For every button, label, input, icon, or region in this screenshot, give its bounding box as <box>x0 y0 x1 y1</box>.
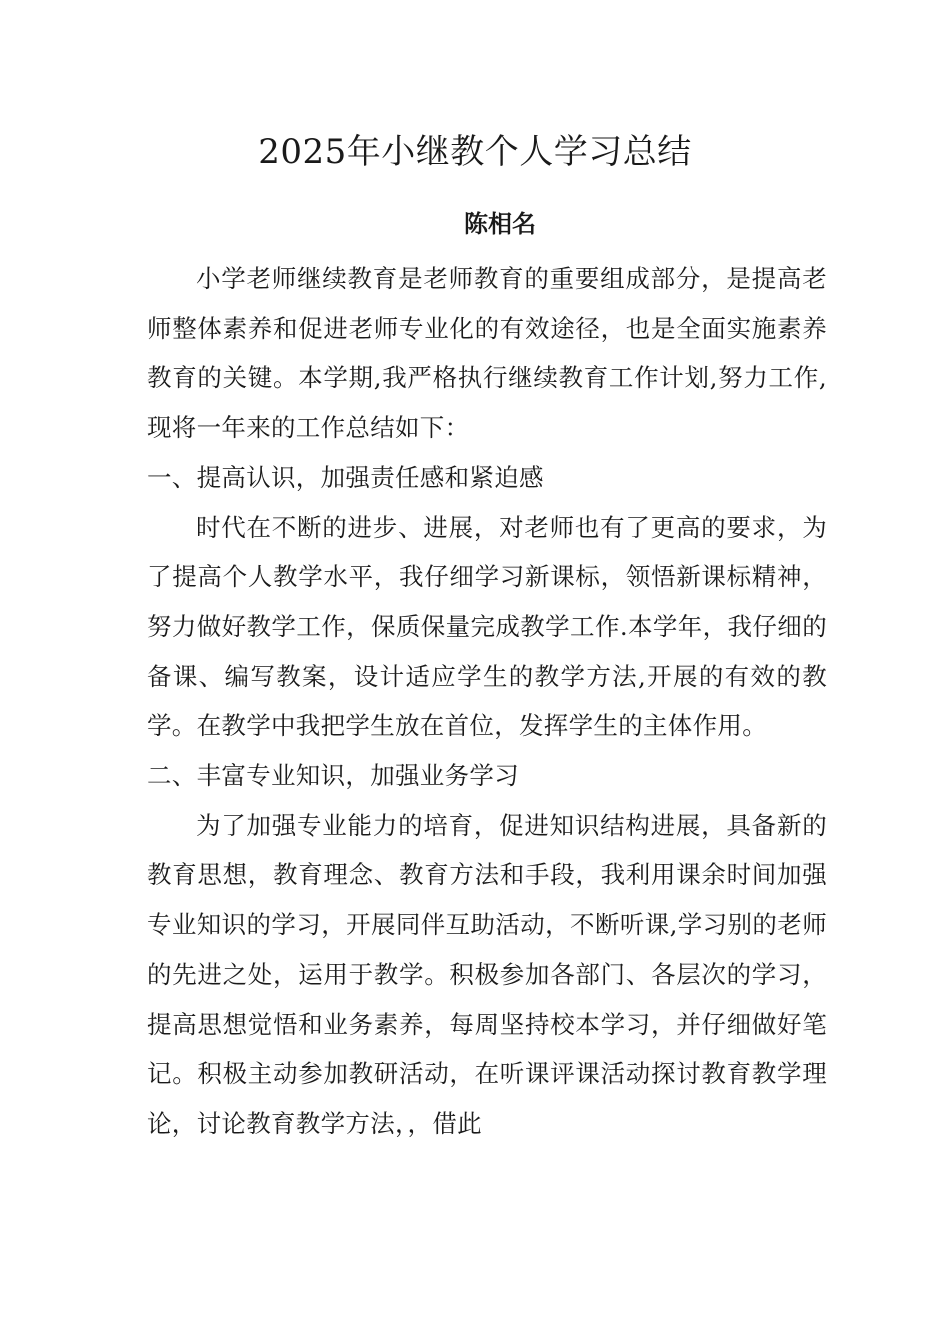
document-body <box>147 254 827 1149</box>
document-title: 2025年小继教个人学习总结 <box>258 132 692 172</box>
section-heading-1: 一、提高认识，加强责任感和紧迫感 <box>147 462 544 492</box>
paragraph-section-1: 时代在不断的进步、进展，对老师也有了更高的要求，为了提高个人教学水平，我仔细学习新课标，领悟新课标精神，努力做好教学工作，保质保量完成教学工作.本学年，我仔细的备课、编写教案，设计适应学生的教学方法,开展的有效的教学。在教学中我把学生放在首位，发挥学生的主体作用。 <box>147 512 827 741</box>
document-author: 陈相名 <box>464 210 536 238</box>
paragraph-intro: 小学老师继续教育是老师教育的重要组成部分，是提高老师整体素养和促进老师专业化的有效途径，也是全面实施素养教育的关键。本学期,我严格执行继续教育工作计划,努力工作,现将一年来的工作总结如下： <box>147 264 827 443</box>
paragraph-section-2: 为了加强专业能力的培育，促进知识结构进展，具备新的教育思想，教育理念、教育方法和手段，我利用课余时间加强专业知识的学习，开展同伴互助活动，不断听课,学习别的老师的先进之处，运用于教学。积极参加各部门、各层次的学习，提高思想觉悟和业务素养，每周坚持校本学习，并仔细做好笔记。积极主动参加教研活动，在听课评课活动探讨教育教学理论，讨论教育教学方法，，借此 <box>147 810 827 1138</box>
section-heading-2: 二、丰富专业知识，加强业务学习 <box>147 761 519 791</box>
